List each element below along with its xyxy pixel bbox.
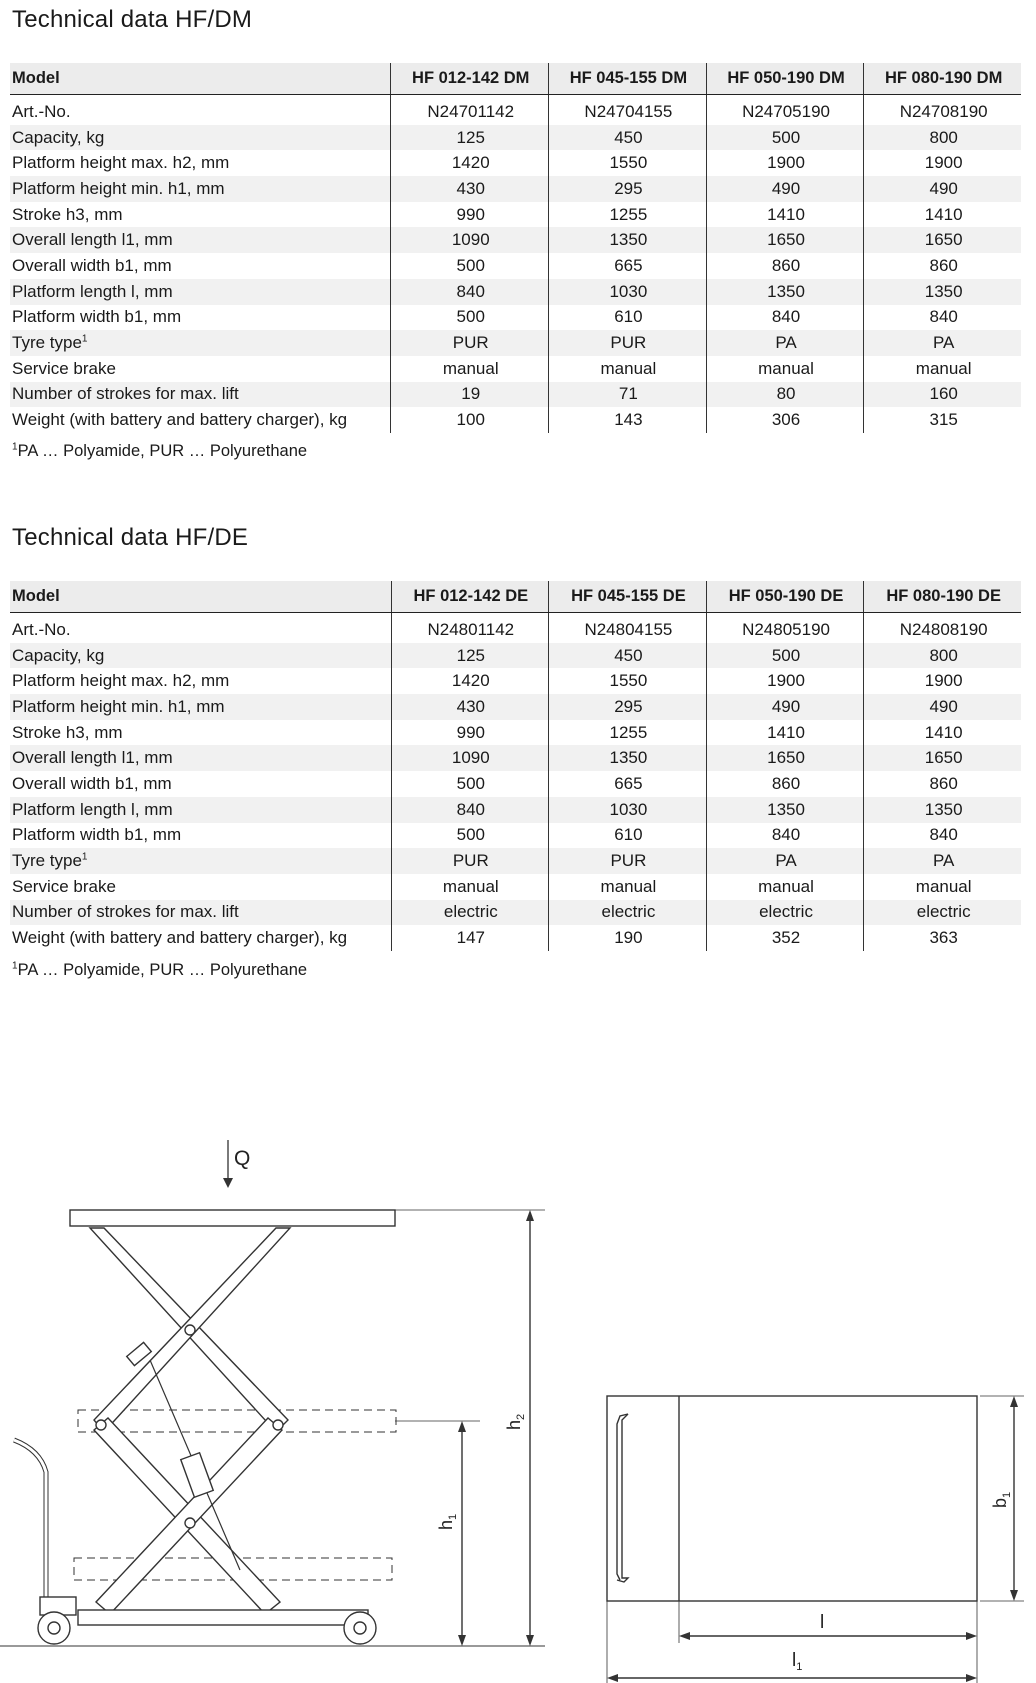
- row-label: [10, 279, 391, 305]
- row-label-text: Weight (with battery and battery charger), kg: [12, 928, 348, 948]
- table-cell: 860: [706, 253, 864, 279]
- table-cell: electric: [549, 900, 707, 926]
- table-cell: 125: [391, 125, 549, 151]
- table-cell: 352: [706, 925, 864, 951]
- table-cell: 143: [549, 407, 707, 433]
- table-cell: 1090: [391, 227, 549, 253]
- table-row: [10, 382, 1021, 408]
- table-row: [10, 407, 1021, 433]
- table-row: [10, 279, 1021, 305]
- row-label: [10, 771, 391, 797]
- table-cell: N24705190: [706, 95, 864, 125]
- row-label-text: Capacity, kg: [12, 127, 105, 147]
- table-row: [10, 356, 1021, 382]
- row-label-text: Platform length l, mm: [12, 281, 173, 301]
- table-cell: 295: [549, 694, 707, 720]
- table-cell: N24704155: [549, 95, 707, 125]
- spec-table-de: [10, 581, 1021, 951]
- table-cell: manual: [864, 356, 1021, 382]
- row-label-text: Art.-No.: [12, 619, 71, 639]
- table-cell: 490: [706, 694, 864, 720]
- dimension-h2: $h_2$: [504, 1413, 527, 1430]
- table-cell: 840: [391, 279, 549, 305]
- row-label: [10, 382, 391, 408]
- table-cell: 500: [706, 125, 864, 151]
- table-cell: 1900: [864, 150, 1021, 176]
- row-label-text: Stroke h3, mm: [12, 722, 123, 742]
- table-cell: 125: [391, 643, 549, 669]
- table-row: [10, 95, 1021, 125]
- table-cell: 1410: [706, 202, 864, 228]
- table-row: [10, 720, 1021, 746]
- table-cell: 1255: [549, 202, 707, 228]
- table-row: [10, 253, 1021, 279]
- table-cell: 840: [391, 797, 549, 823]
- footnote-mark: 1: [81, 333, 88, 345]
- model-header-cell: HF 080-190 DE: [864, 581, 1021, 613]
- table-cell: PA: [706, 330, 864, 356]
- table-cell: 1350: [549, 227, 707, 253]
- row-label: [10, 330, 391, 356]
- table-cell: N24808190: [864, 613, 1021, 643]
- table-cell: manual: [706, 356, 864, 382]
- side-view-drawing: [0, 1140, 545, 1646]
- table-cell: 295: [549, 176, 707, 202]
- table-cell: 990: [391, 720, 549, 746]
- table-cell: 1650: [864, 745, 1021, 771]
- table-cell: 490: [864, 694, 1021, 720]
- row-label-text: Overall length l1, mm: [12, 230, 173, 250]
- table-cell: 1420: [391, 668, 549, 694]
- table-row: [10, 823, 1021, 849]
- table-cell: 490: [864, 176, 1021, 202]
- table-cell: 500: [391, 771, 549, 797]
- table-row: [10, 797, 1021, 823]
- row-label: [10, 202, 391, 228]
- row-label: [10, 150, 391, 176]
- table-cell: manual: [706, 874, 864, 900]
- footnote-text: PA … Polyamide, PUR … Polyurethane: [17, 961, 308, 979]
- table-cell: 430: [391, 694, 549, 720]
- table-cell: 80: [706, 382, 864, 408]
- row-label: [10, 848, 391, 874]
- table-cell: 19: [391, 382, 549, 408]
- row-label: [10, 356, 391, 382]
- row-label-text: Platform height max. h2, mm: [12, 153, 230, 173]
- row-label: [10, 613, 391, 643]
- row-label: [10, 797, 391, 823]
- row-label-text: Capacity, kg: [12, 645, 105, 665]
- table-cell: 1550: [549, 668, 707, 694]
- row-label: [10, 305, 391, 331]
- table-cell: 1350: [864, 279, 1021, 305]
- table-cell: 610: [549, 305, 707, 331]
- model-header: Model: [10, 63, 391, 95]
- row-label: [10, 694, 391, 720]
- table-cell: N24701142: [391, 95, 549, 125]
- table-cell: 840: [864, 823, 1021, 849]
- row-label-text: Platform height min. h1, mm: [12, 178, 225, 198]
- row-label: [10, 176, 391, 202]
- row-label-text: Overall width b1, mm: [12, 255, 172, 275]
- table-row: [10, 125, 1021, 151]
- table-row: [10, 613, 1021, 643]
- footnote-dm: [12, 442, 307, 461]
- dimension-h1: $h_1$: [436, 1513, 459, 1530]
- table-cell: 1900: [706, 668, 864, 694]
- table-cell: 1350: [549, 745, 707, 771]
- footnote-de: [12, 961, 307, 980]
- row-label: [10, 745, 391, 771]
- table-cell: 860: [706, 771, 864, 797]
- table-cell: electric: [391, 900, 549, 926]
- table-row: [10, 694, 1021, 720]
- table-cell: N24708190: [864, 95, 1021, 125]
- table-row: [10, 925, 1021, 951]
- table-cell: 315: [864, 407, 1021, 433]
- table-cell: 1410: [706, 720, 864, 746]
- table-cell: 665: [549, 771, 707, 797]
- table-body: [10, 613, 1021, 951]
- table-cell: 1650: [864, 227, 1021, 253]
- table-cell: 430: [391, 176, 549, 202]
- row-label: [10, 643, 391, 669]
- table-cell: N24804155: [549, 613, 707, 643]
- model-header-cell: HF 050-190 DM: [706, 63, 864, 95]
- table-cell: 1650: [706, 227, 864, 253]
- row-label-text: Service brake: [12, 876, 116, 896]
- table-row: [10, 202, 1021, 228]
- footnote-text: PA … Polyamide, PUR … Polyurethane: [17, 442, 308, 460]
- table-cell: electric: [706, 900, 864, 926]
- row-label: [10, 125, 391, 151]
- row-label: [10, 407, 391, 433]
- row-label-text: Art.-No.: [12, 101, 71, 121]
- table-cell: 160: [864, 382, 1021, 408]
- dimension-b1: $b_1$: [990, 1491, 1013, 1508]
- table-cell: 147: [391, 925, 549, 951]
- table-cell: 665: [549, 253, 707, 279]
- table-row: [10, 150, 1021, 176]
- row-label-text: Number of strokes for max. lift: [12, 902, 239, 922]
- table-cell: electric: [864, 900, 1021, 926]
- table-cell: manual: [391, 874, 549, 900]
- row-label-text: Platform length l, mm: [12, 799, 173, 819]
- model-header-cell: HF 080-190 DM: [864, 63, 1021, 95]
- table-cell: 840: [864, 305, 1021, 331]
- table-row: [10, 848, 1021, 874]
- table-row: [10, 305, 1021, 331]
- row-label: [10, 253, 391, 279]
- table-cell: 500: [391, 823, 549, 849]
- table-cell: 363: [864, 925, 1021, 951]
- table-cell: 1410: [864, 720, 1021, 746]
- model-header-cell: HF 012-142 DE: [391, 581, 549, 613]
- table-cell: 450: [549, 125, 707, 151]
- table-cell: 500: [706, 643, 864, 669]
- table-row: [10, 771, 1021, 797]
- row-label: [10, 95, 391, 125]
- table-cell: PA: [864, 848, 1021, 874]
- row-label-text: Platform height max. h2, mm: [12, 671, 230, 691]
- table-cell: 1650: [706, 745, 864, 771]
- row-label: [10, 720, 391, 746]
- row-label-text: Platform height min. h1, mm: [12, 696, 225, 716]
- model-header-cell: HF 045-155 DM: [549, 63, 707, 95]
- technical-drawing: [0, 1120, 1036, 1683]
- table-cell: 1030: [549, 279, 707, 305]
- table-cell: 490: [706, 176, 864, 202]
- table-cell: 800: [864, 125, 1021, 151]
- table-cell: 860: [864, 253, 1021, 279]
- table-cell: manual: [549, 874, 707, 900]
- table-cell: 500: [391, 305, 549, 331]
- table-cell: manual: [391, 356, 549, 382]
- table-row: [10, 874, 1021, 900]
- table-row: [10, 643, 1021, 669]
- table-cell: manual: [864, 874, 1021, 900]
- table-body: [10, 95, 1021, 433]
- table-cell: PA: [864, 330, 1021, 356]
- table-row: [10, 176, 1021, 202]
- model-header: Model: [10, 581, 391, 613]
- table-cell: 500: [391, 253, 549, 279]
- table-cell: N24801142: [391, 613, 549, 643]
- table-cell: 190: [549, 925, 707, 951]
- row-label-text: Tyre type: [12, 851, 82, 871]
- table-cell: 860: [864, 771, 1021, 797]
- row-label-text: Tyre type: [12, 333, 82, 353]
- table-cell: PUR: [549, 848, 707, 874]
- table-cell: 450: [549, 643, 707, 669]
- footnote-mark: 1: [12, 960, 18, 972]
- row-label-text: Platform width b1, mm: [12, 307, 182, 327]
- table-cell: 1900: [706, 150, 864, 176]
- table-cell: PUR: [549, 330, 707, 356]
- table-cell: 1410: [864, 202, 1021, 228]
- table-row: [10, 330, 1021, 356]
- table-cell: 1030: [549, 797, 707, 823]
- table-cell: 840: [706, 823, 864, 849]
- footnote-mark: 1: [12, 441, 18, 453]
- table-row: [10, 227, 1021, 253]
- table-cell: 71: [549, 382, 707, 408]
- table-cell: PUR: [391, 848, 549, 874]
- row-label: [10, 900, 391, 926]
- table-row: [10, 900, 1021, 926]
- row-label: [10, 874, 391, 900]
- table-cell: 1550: [549, 150, 707, 176]
- table-cell: PA: [706, 848, 864, 874]
- table-cell: 1350: [864, 797, 1021, 823]
- spec-table-dm: [10, 63, 1021, 433]
- row-label-text: Platform width b1, mm: [12, 825, 182, 845]
- table-cell: 1255: [549, 720, 707, 746]
- dimension-l1: $l_1$: [792, 1650, 803, 1673]
- table-cell: 800: [864, 643, 1021, 669]
- table-cell: 1420: [391, 150, 549, 176]
- table-cell: 1350: [706, 797, 864, 823]
- row-label: [10, 668, 391, 694]
- row-label-text: Number of strokes for max. lift: [12, 384, 239, 404]
- table-cell: 100: [391, 407, 549, 433]
- table-cell: 990: [391, 202, 549, 228]
- header-row: [10, 581, 1021, 613]
- row-label-text: Overall length l1, mm: [12, 748, 173, 768]
- table-title-de: Technical data HF/DE: [12, 524, 249, 551]
- table-row: [10, 745, 1021, 771]
- row-label-text: Overall width b1, mm: [12, 773, 172, 793]
- table-cell: 1090: [391, 745, 549, 771]
- row-label: [10, 925, 391, 951]
- model-header-cell: HF 012-142 DM: [391, 63, 549, 95]
- load-label: Q: [234, 1147, 251, 1170]
- table-cell: 1350: [706, 279, 864, 305]
- row-label-text: Weight (with battery and battery charger), kg: [12, 410, 348, 430]
- table-row: [10, 668, 1021, 694]
- model-header-cell: HF 050-190 DE: [706, 581, 864, 613]
- dimension-l: l: [820, 1612, 825, 1633]
- table-cell: 306: [706, 407, 864, 433]
- table-title-dm: Technical data HF/DM: [12, 6, 253, 33]
- footnote-mark: 1: [81, 851, 88, 863]
- table-cell: 610: [549, 823, 707, 849]
- row-label-text: Service brake: [12, 358, 116, 378]
- table-cell: manual: [549, 356, 707, 382]
- model-header-cell: HF 045-155 DE: [549, 581, 707, 613]
- row-label-text: Stroke h3, mm: [12, 204, 123, 224]
- table-cell: PUR: [391, 330, 549, 356]
- header-row: [10, 63, 1021, 95]
- table-cell: N24805190: [706, 613, 864, 643]
- table-cell: 1900: [864, 668, 1021, 694]
- table-cell: 840: [706, 305, 864, 331]
- top-view-drawing: [607, 1396, 1024, 1683]
- row-label: [10, 823, 391, 849]
- row-label: [10, 227, 391, 253]
